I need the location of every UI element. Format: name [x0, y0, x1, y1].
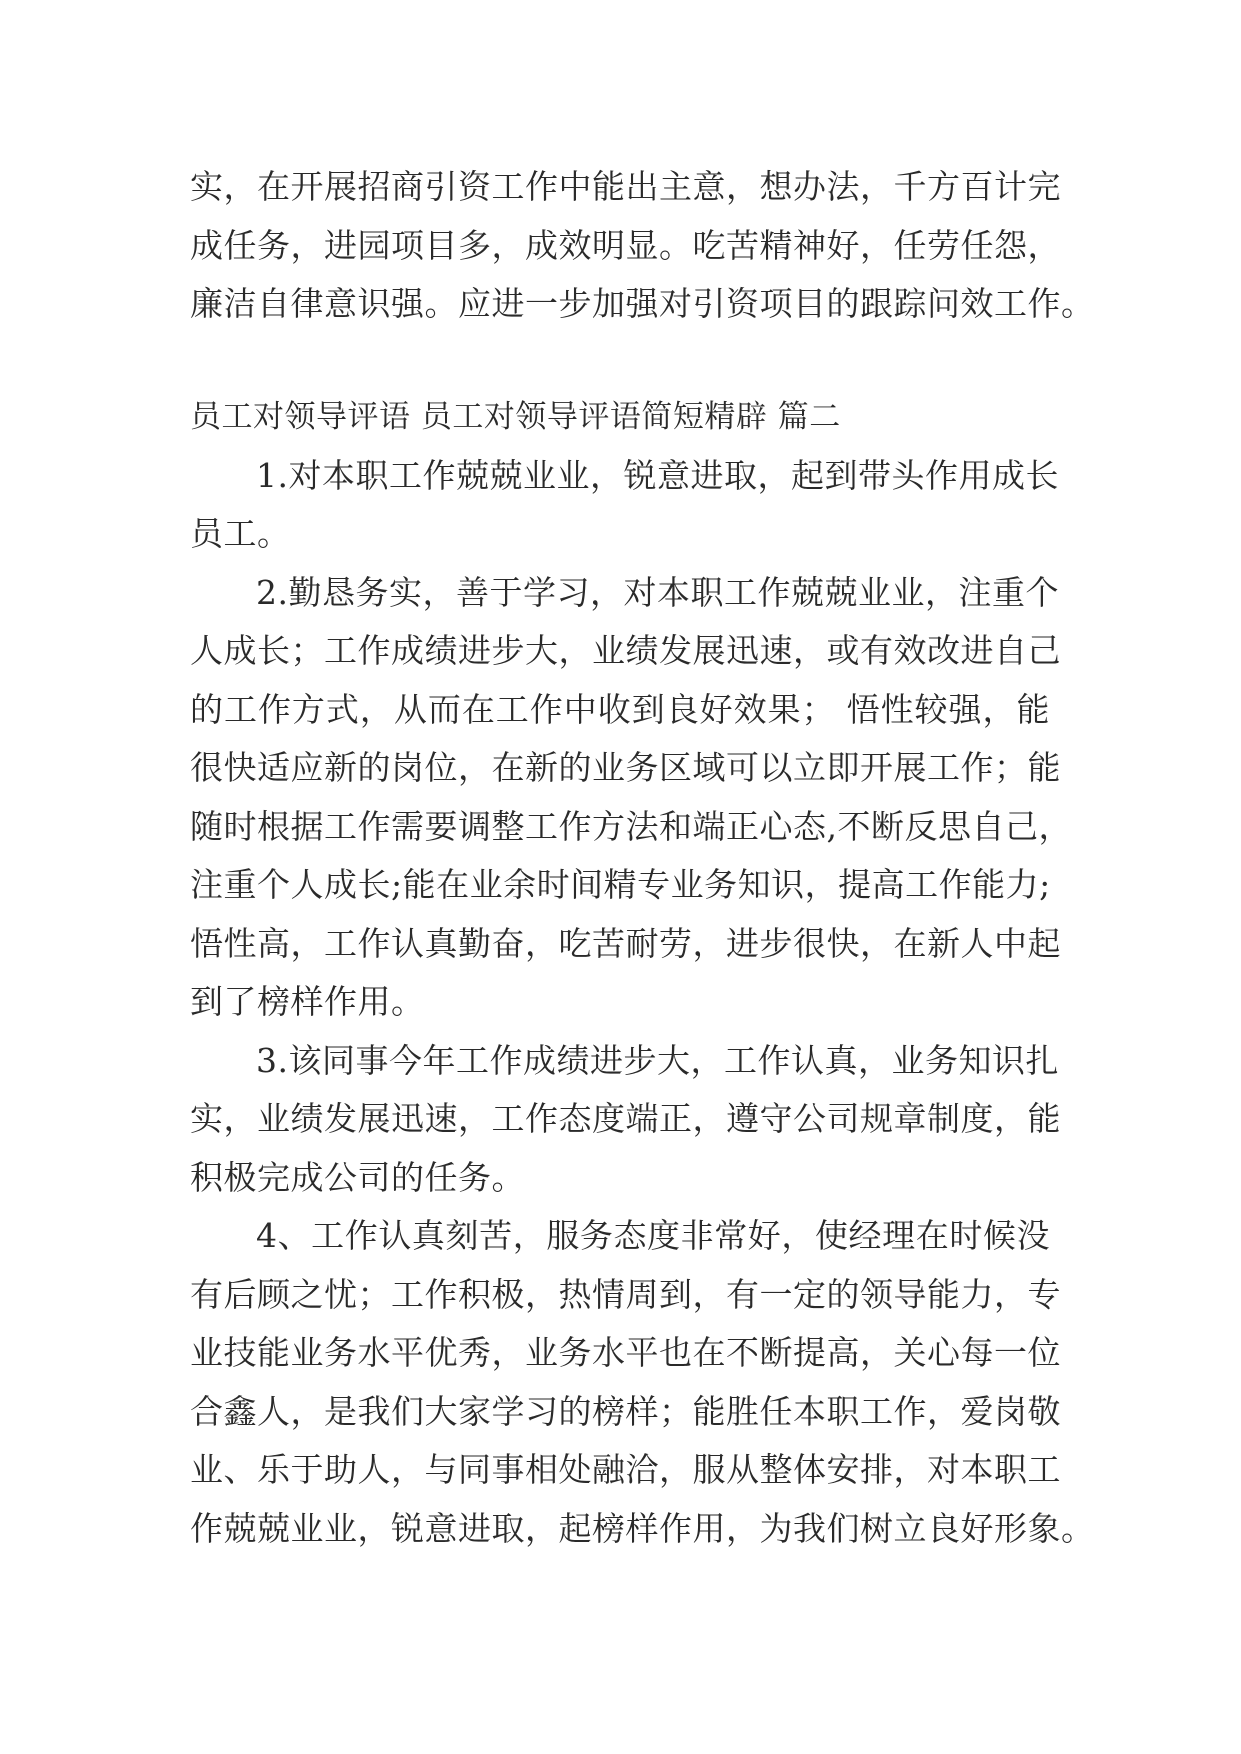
- continuation-paragraph: [190, 158, 1095, 334]
- paragraph-line: 作兢兢业业，锐意进取，起榜样作用，为我们树立良好形象。: [190, 1508, 1095, 1548]
- paragraph-line: 注重个人成长;能在业余时间精专业务知识，提高工作能力;: [190, 865, 1051, 904]
- paragraph-line: 员工。: [190, 514, 291, 553]
- section-title: 员工对领导评语 员工对领导评语简短精辟 篇二: [190, 399, 841, 435]
- paragraph-line: 很快适应新的岗位，在新的业务区域可以立即开展工作；能: [190, 748, 1061, 787]
- paragraph-line: 积极完成公司的任务。: [190, 1157, 525, 1197]
- paragraph-line: 业、乐于助人，与同事相处融洽，服从整体安排，对本职工: [190, 1450, 1061, 1489]
- paragraph-line: 成任务，进园项目多，成效明显。吃苦精神好，任劳任怨，: [190, 225, 1061, 265]
- paragraph-line: 实，在开展招商引资工作中能出主意，想办法，千方百计完: [190, 167, 1061, 206]
- paragraph-line: 业技能业务水平优秀，业务水平也在不断提高，关心每一位: [190, 1333, 1061, 1372]
- paragraph-line: 悟性高，工作认真勤奋，吃苦耐劳，进步很快，在新人中起: [190, 923, 1061, 963]
- list-item: [190, 1207, 1095, 1558]
- paragraph-line: 2.勤恳务实，善于学习，对本职工作兢兢业业，注重个: [256, 572, 1059, 612]
- paragraph-line: 的工作方式，从而在工作中收到良好效果； 悟性较强，能: [190, 689, 1050, 729]
- paragraph-line: 廉洁自律意识强。应进一步加强对引资项目的跟踪问效工作。: [190, 284, 1095, 323]
- list-item: [190, 1032, 1061, 1208]
- paragraph-line: 人成长；工作成绩进步大，业绩发展迅速，或有效改进自己: [190, 631, 1061, 670]
- paragraph-line: 3.该同事今年工作成绩进步大，工作认真，业务知识扎: [256, 1040, 1059, 1080]
- paragraph-line: 到了榜样作用。: [190, 982, 425, 1021]
- paragraph-line: 1.对本职工作兢兢业业，锐意进取，起到带头作用成长: [256, 455, 1059, 495]
- list-item: [190, 564, 1072, 1032]
- paragraph-line: 4、工作认真刻苦，服务态度非常好，使经理在时候没: [256, 1216, 1050, 1255]
- paragraph-line: 实，业绩发展迅速，工作态度端正，遵守公司规章制度，能: [190, 1099, 1061, 1138]
- paragraph-line: 有后顾之忧；工作积极，热情周到，有一定的领导能力，专: [190, 1274, 1061, 1314]
- section-body: [190, 388, 1095, 1558]
- paragraph-line: 随时根据工作需要调整工作方法和端正心态,不断反思自己，: [190, 806, 1072, 846]
- paragraph-line: 合鑫人，是我们大家学习的榜样；能胜任本职工作，爱岗敬: [190, 1391, 1061, 1431]
- list-item: [190, 447, 1059, 564]
